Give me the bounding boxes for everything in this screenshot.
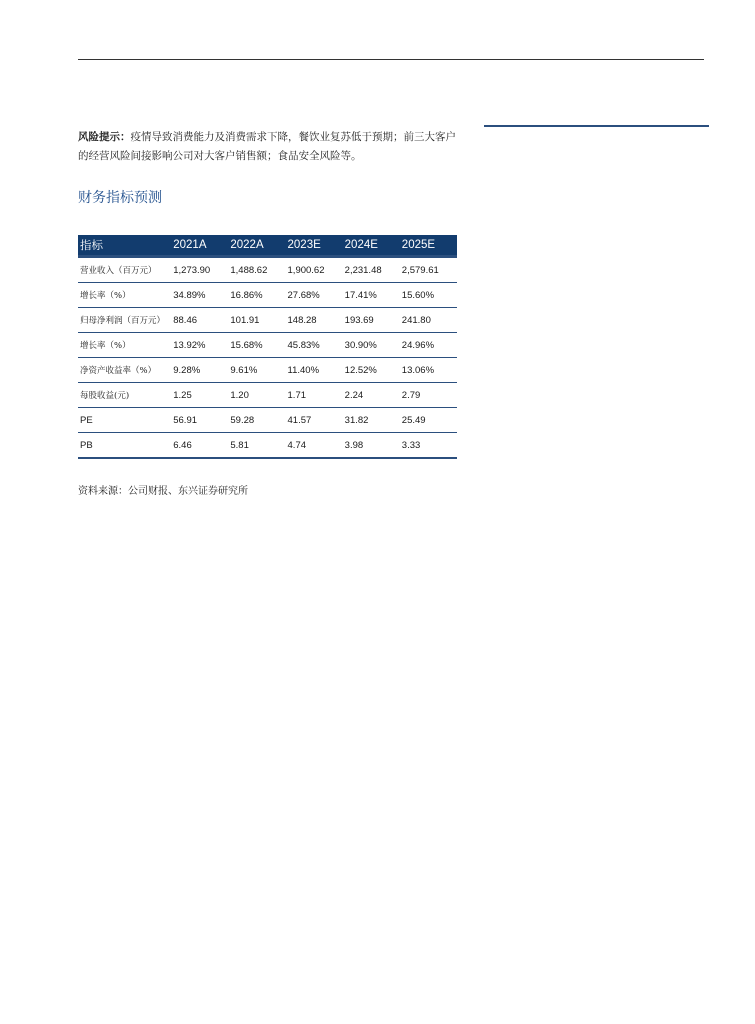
table-cell: 17.41% <box>343 283 400 308</box>
table-cell: 3.33 <box>400 433 457 459</box>
table-cell: 12.52% <box>343 358 400 383</box>
table-cell: 15.60% <box>400 283 457 308</box>
row-label: 净资产收益率（%） <box>78 358 171 383</box>
table-cell: 45.83% <box>286 333 343 358</box>
table-cell: 15.68% <box>228 333 285 358</box>
table-cell: 2,231.48 <box>343 257 400 283</box>
risk-warning-label: 风险提示： <box>78 131 131 143</box>
column-header: 2021A <box>171 235 228 257</box>
financial-forecast-table <box>78 235 457 459</box>
table-cell: 59.28 <box>228 408 285 433</box>
table-cell: 31.82 <box>343 408 400 433</box>
table-cell: 2,579.61 <box>400 257 457 283</box>
table-cell: 16.86% <box>228 283 285 308</box>
table-cell: 27.68% <box>286 283 343 308</box>
table-cell: 3.98 <box>343 433 400 459</box>
row-label: 每股收益(元) <box>78 383 171 408</box>
column-header: 2023E <box>286 235 343 257</box>
column-header: 指标 <box>78 235 171 257</box>
table-cell: 148.28 <box>286 308 343 333</box>
table-cell: 2.79 <box>400 383 457 408</box>
table-cell: 34.89% <box>171 283 228 308</box>
table-row <box>78 383 457 408</box>
table-cell: 2.24 <box>343 383 400 408</box>
column-header: 2025E <box>400 235 457 257</box>
table-cell: 1.71 <box>286 383 343 408</box>
row-label: 归母净利润（百万元） <box>78 308 171 333</box>
table-cell: 4.74 <box>286 433 343 459</box>
table-row <box>78 257 457 283</box>
row-label: PE <box>78 408 171 433</box>
row-label: 增长率（%） <box>78 333 171 358</box>
table-cell: 241.80 <box>400 308 457 333</box>
table-cell: 193.69 <box>343 308 400 333</box>
table-cell: 1.20 <box>228 383 285 408</box>
table-cell: 11.40% <box>286 358 343 383</box>
row-label: PB <box>78 433 171 459</box>
table-cell: 9.61% <box>228 358 285 383</box>
table-cell: 24.96% <box>400 333 457 358</box>
table-cell: 1.25 <box>171 383 228 408</box>
column-header: 2024E <box>343 235 400 257</box>
header-rule <box>78 59 704 60</box>
data-source-note: 资料来源：公司财报、东兴证券研究所 <box>78 486 248 497</box>
risk-warning-text: 疫情导致消费能力及消费需求下降，餐饮业复苏低于预期；前三大客户的经营风险间接影响公司对大客户销售额；食品安全风险等。 <box>78 131 456 162</box>
table-cell: 88.46 <box>171 308 228 333</box>
table-cell: 6.46 <box>171 433 228 459</box>
table-cell: 1,273.90 <box>171 257 228 283</box>
table-header-row <box>78 235 457 257</box>
sidebar-rule <box>484 125 709 127</box>
table-cell: 13.06% <box>400 358 457 383</box>
row-label: 营业收入（百万元） <box>78 257 171 283</box>
table-cell: 5.81 <box>228 433 285 459</box>
table-row <box>78 283 457 308</box>
table-row <box>78 358 457 383</box>
table-cell: 101.91 <box>228 308 285 333</box>
row-label: 增长率（%） <box>78 283 171 308</box>
section-title: 财务指标预测 <box>78 190 162 206</box>
table-row <box>78 308 457 333</box>
table-cell: 56.91 <box>171 408 228 433</box>
table-cell: 25.49 <box>400 408 457 433</box>
table-cell: 1,900.62 <box>286 257 343 283</box>
table-row <box>78 408 457 433</box>
table-cell: 9.28% <box>171 358 228 383</box>
table-cell: 30.90% <box>343 333 400 358</box>
table-cell: 1,488.62 <box>228 257 285 283</box>
table-cell: 41.57 <box>286 408 343 433</box>
risk-warning <box>78 128 462 166</box>
table-row <box>78 433 457 459</box>
table-row <box>78 333 457 358</box>
column-header: 2022A <box>228 235 285 257</box>
table-cell: 13.92% <box>171 333 228 358</box>
